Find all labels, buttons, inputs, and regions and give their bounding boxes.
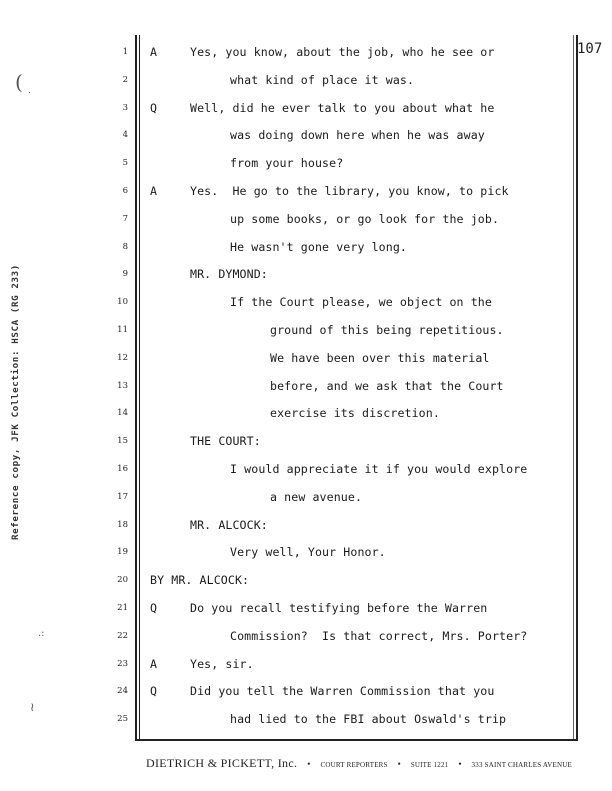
firm-address: 333 SAINT CHARLES AVENUE	[471, 761, 572, 769]
line-number: 8	[122, 241, 128, 252]
scan-artifact-mark: ≀	[30, 700, 35, 714]
line-number: 21	[117, 603, 128, 613]
speaker-marker: Q	[150, 601, 158, 615]
transcript-text: before, and we ask that the Court	[270, 378, 504, 393]
transcript-text: ground of this being repetitious.	[270, 323, 504, 337]
line-number: 25	[117, 714, 128, 725]
court-reporter-footer	[146, 754, 586, 772]
line-number: 18	[117, 519, 128, 530]
line-number: 9	[122, 269, 128, 280]
footer-separator: •	[307, 759, 311, 769]
transcript-text: MR. DYMOND:	[190, 267, 268, 282]
transcript-text: We have been over this material	[270, 350, 490, 365]
line-number: 5	[122, 158, 128, 169]
line-number: 2	[122, 74, 128, 85]
firm-name: DIETRICH & PICKETT, Inc.	[146, 756, 298, 770]
speaker-marker: A	[150, 184, 158, 198]
transcript-text: Do you recall testifying before the Warren	[190, 601, 488, 615]
scan-artifact-mark: (	[15, 70, 23, 94]
transcript-text: a new avenue.	[270, 489, 363, 504]
transcript-text: Very well, Your Honor.	[230, 545, 386, 560]
transcript-text: Did you tell the Warren Commission that you	[190, 684, 495, 699]
line-number: 23	[117, 658, 128, 669]
transcript-text: had lied to the FBI about Oswald's trip	[230, 712, 507, 727]
firm-role: COURT REPORTERS	[320, 761, 388, 769]
footer-separator: •	[458, 759, 462, 769]
transcript-text: Commission? Is that correct, Mrs. Porter?	[230, 628, 528, 643]
line-number: 12	[117, 352, 128, 363]
transcript-text: THE COURT:	[190, 434, 261, 449]
line-number: 16	[117, 464, 128, 474]
transcript-text: Yes, you know, about the job, who he see or	[190, 45, 495, 59]
page-number: 107	[577, 41, 603, 57]
footer-separator: •	[397, 759, 401, 769]
transcript-text: up some books, or go look for the job.	[230, 211, 500, 226]
firm-suite: SUITE 1221	[410, 761, 449, 769]
speaker-marker: A	[150, 656, 158, 671]
archive-reference-label: Reference copy, JFK Collection: HSCA (RG 233)	[10, 264, 21, 540]
scan-artifact-mark: .:	[38, 628, 45, 639]
right-margin-rule	[576, 35, 578, 740]
transcript-text: Yes, sir.	[190, 656, 254, 671]
left-margin-inner-rule	[139, 35, 140, 740]
transcript-text: exercise its discretion.	[270, 406, 440, 421]
line-number: 24	[117, 686, 128, 697]
line-number: 20	[117, 575, 128, 586]
line-number: 10	[117, 297, 128, 308]
line-number: 19	[117, 547, 128, 558]
transcript-text: BY MR. ALCOCK:	[150, 573, 250, 588]
speaker-marker: Q	[150, 100, 158, 115]
line-number: 6	[122, 186, 128, 196]
transcript-text: I would appreciate it if you would explore	[230, 462, 528, 476]
line-number: 13	[117, 380, 128, 391]
transcript-text: what kind of place it was.	[230, 72, 415, 87]
line-number: 14	[117, 408, 128, 419]
left-margin-rule	[135, 35, 137, 740]
line-number: 11	[117, 325, 128, 335]
transcript-text: Yes. He go to the library, you know, to pick	[190, 184, 509, 198]
line-number: 17	[117, 491, 128, 502]
scan-artifact-mark: .	[28, 86, 31, 96]
line-number: 7	[122, 213, 128, 224]
transcript-text: from your house?	[230, 156, 344, 171]
line-number: 4	[122, 130, 128, 141]
line-number: 3	[122, 102, 128, 113]
transcript-text: If the Court please, we object on the	[230, 295, 492, 310]
transcript-text: was doing down here when he was away	[230, 128, 485, 143]
speaker-marker: A	[150, 45, 158, 59]
transcript-text: He wasn't gone very long.	[230, 239, 408, 254]
line-number: 15	[117, 436, 128, 447]
bottom-rule	[135, 739, 578, 741]
transcript-text: Well, did he ever talk to you about what he	[190, 100, 495, 115]
right-margin-inner-rule	[573, 35, 574, 740]
speaker-marker: Q	[150, 684, 158, 699]
line-number: 22	[117, 630, 128, 641]
transcript-text: MR. ALCOCK:	[190, 517, 268, 532]
line-number: 1	[122, 47, 128, 57]
